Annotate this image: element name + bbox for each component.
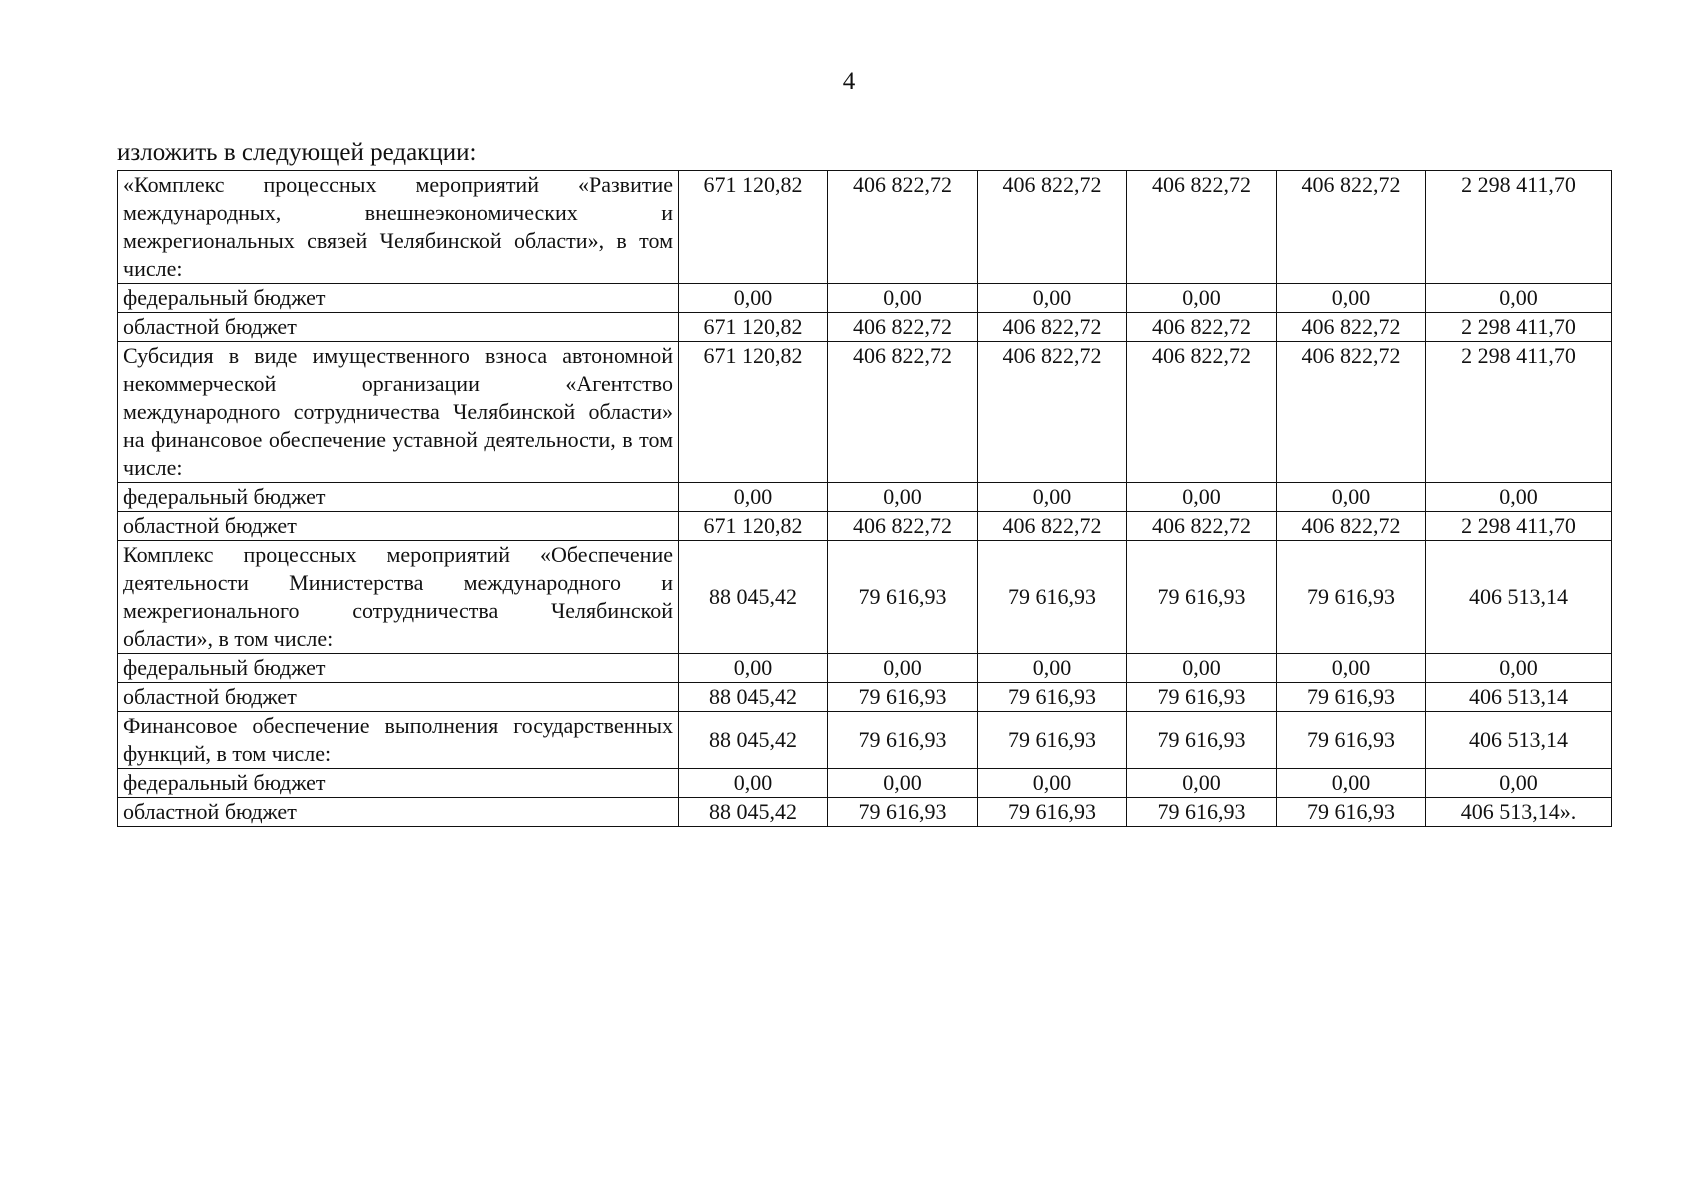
value-cell: 0,00 — [1127, 483, 1277, 512]
row-label: федеральный бюджет — [118, 483, 679, 512]
value-cell: 406 822,72 — [978, 342, 1127, 483]
value-cell: 79 616,93 — [978, 712, 1127, 769]
value-cell: 0,00 — [978, 769, 1127, 798]
value-cell: 671 120,82 — [679, 171, 828, 284]
total-cell: 0,00 — [1426, 769, 1612, 798]
value-cell: 406 822,72 — [1277, 512, 1426, 541]
total-cell: 2 298 411,70 — [1426, 512, 1612, 541]
value-cell: 79 616,93 — [1277, 712, 1426, 769]
value-cell: 0,00 — [679, 284, 828, 313]
value-cell: 88 045,42 — [679, 683, 828, 712]
value-cell: 79 616,93 — [828, 798, 978, 827]
total-cell: 2 298 411,70 — [1426, 313, 1612, 342]
value-cell: 0,00 — [828, 654, 978, 683]
value-cell: 0,00 — [828, 483, 978, 512]
value-cell: 79 616,93 — [1127, 541, 1277, 654]
value-cell: 406 822,72 — [1127, 171, 1277, 284]
table-row — [118, 798, 1612, 827]
value-cell: 406 822,72 — [828, 512, 978, 541]
value-cell: 79 616,93 — [978, 683, 1127, 712]
row-label: федеральный бюджет — [118, 284, 679, 313]
value-cell: 0,00 — [978, 483, 1127, 512]
row-label: областной бюджет — [118, 683, 679, 712]
value-cell: 406 822,72 — [1277, 171, 1426, 284]
value-cell: 406 822,72 — [1277, 342, 1426, 483]
table-row — [118, 654, 1612, 683]
total-cell: 406 513,14 — [1426, 683, 1612, 712]
row-label: федеральный бюджет — [118, 654, 679, 683]
value-cell: 0,00 — [1127, 654, 1277, 683]
value-cell: 79 616,93 — [978, 798, 1127, 827]
value-cell: 79 616,93 — [1127, 683, 1277, 712]
table-row — [118, 683, 1612, 712]
row-label: областной бюджет — [118, 512, 679, 541]
table-row — [118, 769, 1612, 798]
value-cell: 0,00 — [1127, 769, 1277, 798]
value-cell: 0,00 — [828, 284, 978, 313]
row-label: федеральный бюджет — [118, 769, 679, 798]
value-cell: 88 045,42 — [679, 712, 828, 769]
value-cell: 0,00 — [978, 654, 1127, 683]
row-label: областной бюджет — [118, 313, 679, 342]
value-cell: 0,00 — [1127, 284, 1277, 313]
value-cell: 0,00 — [679, 769, 828, 798]
value-cell: 406 822,72 — [828, 313, 978, 342]
value-cell: 671 120,82 — [679, 342, 828, 483]
value-cell: 406 822,72 — [1127, 512, 1277, 541]
row-label: Комплекс процессных мероприятий «Обеспечение деятельности Министерства международного и межрегионального сотрудничества Челябинской области», в том числе: — [118, 541, 679, 654]
total-cell: 0,00 — [1426, 284, 1612, 313]
total-cell: 0,00 — [1426, 654, 1612, 683]
value-cell: 0,00 — [828, 769, 978, 798]
value-cell: 79 616,93 — [1127, 798, 1277, 827]
value-cell: 79 616,93 — [828, 683, 978, 712]
row-label: областной бюджет — [118, 798, 679, 827]
total-cell: 2 298 411,70 — [1426, 171, 1612, 284]
value-cell: 406 822,72 — [978, 512, 1127, 541]
value-cell: 406 822,72 — [978, 171, 1127, 284]
value-cell: 79 616,93 — [1127, 712, 1277, 769]
value-cell: 0,00 — [978, 284, 1127, 313]
value-cell: 79 616,93 — [1277, 798, 1426, 827]
value-cell: 406 822,72 — [828, 342, 978, 483]
budget-table — [117, 170, 1612, 827]
value-cell: 88 045,42 — [679, 541, 828, 654]
total-cell: 0,00 — [1426, 483, 1612, 512]
value-cell: 0,00 — [1277, 654, 1426, 683]
value-cell: 79 616,93 — [1277, 541, 1426, 654]
value-cell: 0,00 — [679, 483, 828, 512]
table-row — [118, 342, 1612, 483]
table-row — [118, 284, 1612, 313]
value-cell: 406 822,72 — [828, 171, 978, 284]
total-cell: 406 513,14». — [1426, 798, 1612, 827]
value-cell: 406 822,72 — [1127, 313, 1277, 342]
table-row — [118, 483, 1612, 512]
table-row — [118, 171, 1612, 284]
value-cell: 79 616,93 — [828, 712, 978, 769]
value-cell: 79 616,93 — [828, 541, 978, 654]
row-label: «Комплекс процессных мероприятий «Развитие международных, внешнеэкономических и межрегиональных связей Челябинской области», в том числе: — [118, 171, 679, 284]
total-cell: 2 298 411,70 — [1426, 342, 1612, 483]
value-cell: 671 120,82 — [679, 313, 828, 342]
value-cell: 671 120,82 — [679, 512, 828, 541]
page-number: 4 — [842, 68, 856, 95]
table-row — [118, 541, 1612, 654]
intro-text: изложить в следующей редакции: — [117, 139, 477, 166]
value-cell: 406 822,72 — [1127, 342, 1277, 483]
value-cell: 79 616,93 — [1277, 683, 1426, 712]
total-cell: 406 513,14 — [1426, 712, 1612, 769]
value-cell: 406 822,72 — [978, 313, 1127, 342]
value-cell: 0,00 — [1277, 769, 1426, 798]
total-cell: 406 513,14 — [1426, 541, 1612, 654]
table-row — [118, 313, 1612, 342]
value-cell: 88 045,42 — [679, 798, 828, 827]
row-label: Субсидия в виде имущественного взноса автономной некоммерческой организации «Агентство международного сотрудничества Челябинской области» на финансовое обеспечение уставной деятельности, в том числе: — [118, 342, 679, 483]
table-row — [118, 712, 1612, 769]
value-cell: 406 822,72 — [1277, 313, 1426, 342]
value-cell: 0,00 — [1277, 483, 1426, 512]
row-label: Финансовое обеспечение выполнения государственных функций, в том числе: — [118, 712, 679, 769]
value-cell: 0,00 — [679, 654, 828, 683]
value-cell: 0,00 — [1277, 284, 1426, 313]
value-cell: 79 616,93 — [978, 541, 1127, 654]
table-row — [118, 512, 1612, 541]
